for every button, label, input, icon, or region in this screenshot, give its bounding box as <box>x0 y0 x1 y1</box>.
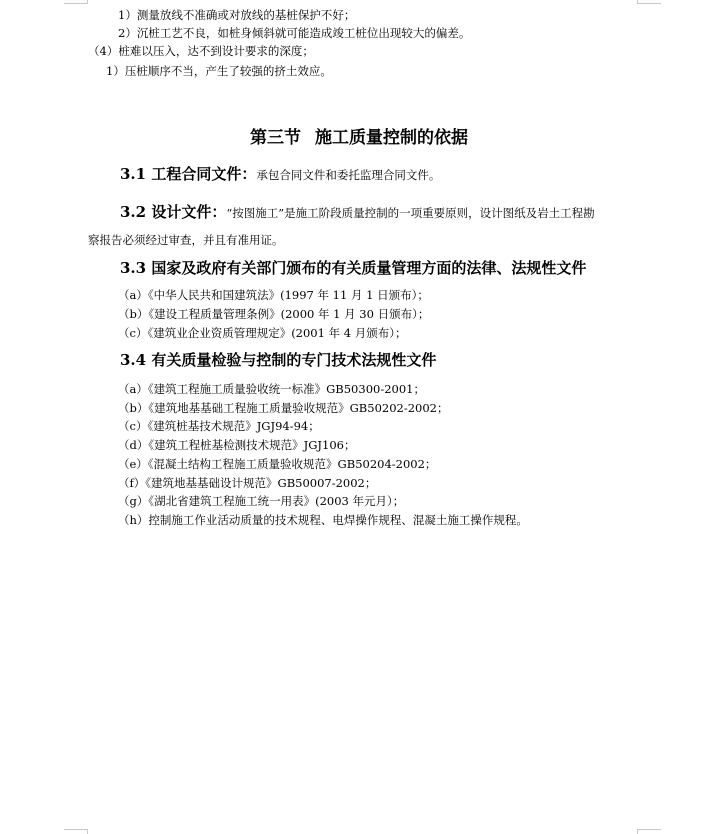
crop-mark-bottom-left-v <box>87 829 88 834</box>
heading-3-1-label: 3.1 工程合同文件： <box>120 165 257 183</box>
crop-mark-top-left-v <box>87 0 88 4</box>
regulation-item: （b）《建设工程质量管理条例》(2000 年 1 月 30 日颁布）； <box>118 307 430 321</box>
section-title <box>0 127 718 149</box>
heading-3-1-text: 承包合同文件和委托监理合同文件。 <box>256 168 441 182</box>
crop-mark-top-right-h <box>637 3 661 4</box>
list-item: 1）压桩顺序不当，产生了较强的挤土效应。 <box>106 64 332 78</box>
section-chapter: 第三节 <box>250 128 301 148</box>
standard-item: （d）《建筑工程桩基检测技术规范》JGJ106； <box>118 438 356 452</box>
heading-3-2-text: “按图施工”是施工阶段质量控制的一项重要原则，设计图纸及岩土工程勘 <box>226 206 595 220</box>
list-item: 2）沉桩工艺不良，如桩身倾斜就可能造成竣工桩位出现较大的偏差。 <box>118 26 471 40</box>
heading-3-2-label: 3.2 设计文件： <box>120 203 227 221</box>
crop-mark-top-right-v <box>637 0 638 4</box>
standard-item: （h）控制施工作业活动质量的技术规程、电焊操作规程、混凝土施工操作规程。 <box>118 513 528 527</box>
section-name: 施工质量控制的依据 <box>315 128 468 148</box>
standard-item: （f）《建筑地基基础设计规范》GB50007-2002； <box>118 476 377 490</box>
heading-3-2 <box>120 202 595 223</box>
crop-mark-bottom-right-h <box>637 829 661 830</box>
heading-3-1 <box>120 164 440 185</box>
list-item: 1）测量放线不准确或对放线的基桩保护不好； <box>118 8 356 22</box>
crop-mark-top-left-h <box>64 3 88 4</box>
standard-item: （g）《湖北省建筑工程施工统一用表》(2003 年元月）； <box>118 494 405 508</box>
crop-mark-bottom-left-h <box>64 829 88 830</box>
standard-item: （a）《建筑工程施工质量验收统一标准》GB50300-2001； <box>118 382 425 396</box>
paragraph-continuation: 察报告必须经过审查，并且有准用证。 <box>88 233 284 247</box>
crop-mark-bottom-right-v <box>637 829 638 834</box>
regulation-item: （a）《中华人民共和国建筑法》(1997 年 11 月 1 日颁布）； <box>118 288 429 302</box>
list-item: （4）桩难以压入，达不到设计要求的深度； <box>88 44 314 58</box>
standard-item: （e）《混凝土结构工程施工质量验收规范》GB50204-2002； <box>118 457 437 471</box>
heading-3-4: 3.4 有关质量检验与控制的专门技术法规性文件 <box>120 351 437 369</box>
standard-item: （b）《建筑地基基础工程施工质量验收规范》GB50202-2002； <box>118 401 449 415</box>
regulation-item: （c）《建筑业企业资质管理规定》(2001 年 4 月颁布）； <box>118 326 407 340</box>
heading-3-3: 3.3 国家及政府有关部门颁布的有关质量管理方面的法律、法规性文件 <box>120 259 587 277</box>
standard-item: （c）《建筑桩基技术规范》JGJ94-94； <box>118 419 320 433</box>
